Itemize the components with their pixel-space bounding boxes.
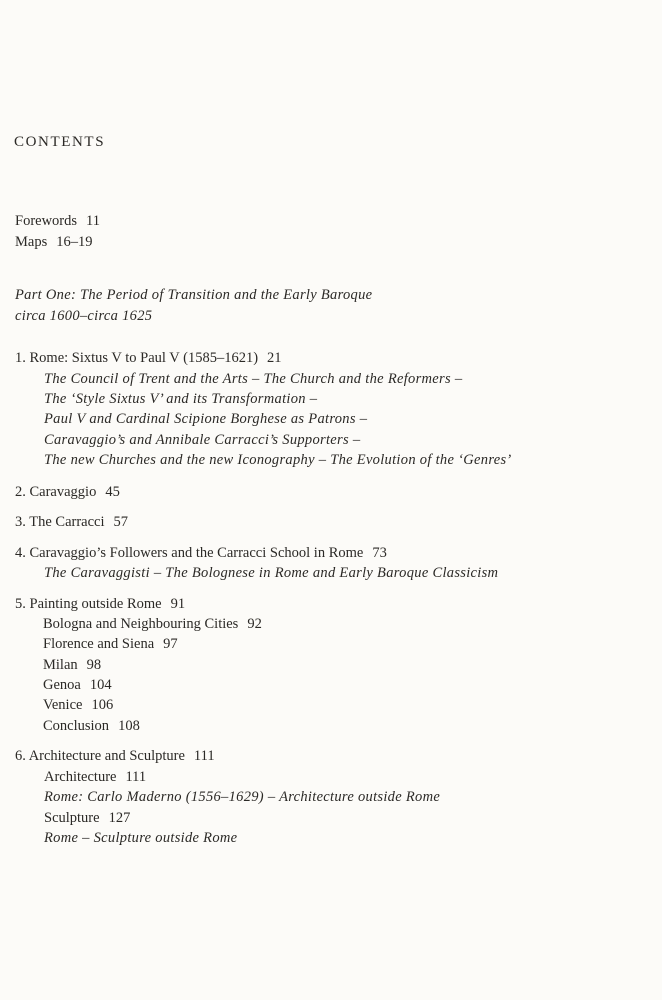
subentry-label: Sculpture (44, 810, 100, 826)
page-number: 91 (170, 596, 186, 612)
page-number: 98 (86, 657, 102, 673)
chapter-subtopic: Rome – Sculpture outside Rome (44, 830, 238, 846)
entry-label: Forewords (15, 213, 78, 229)
chapter-subtopic: Rome: Carlo Maderno (1556–1629) – Architecture outside Rome (44, 789, 441, 805)
part-title: Part One: The Period of Transition and the Early Baroque (15, 287, 373, 303)
toc-entry-maps (15, 232, 92, 252)
toc-chapter-1 (15, 348, 282, 368)
subentry-label: Venice (43, 697, 83, 713)
subentry-label: Genoa (43, 677, 81, 693)
chapter-label: 5. Painting outside Rome (15, 596, 162, 612)
toc-subentry (43, 655, 101, 675)
page-number: 45 (105, 484, 120, 500)
toc-chapter-5 (15, 594, 185, 614)
chapter-subtopic: Caravaggio’s and Annibale Carracci’s Supporters – (44, 432, 361, 448)
subentry-label: Bologna and Neighbouring Cities (43, 616, 239, 632)
page-number: 97 (163, 636, 178, 652)
toc-subentry (44, 808, 130, 828)
page-number: 57 (113, 514, 129, 530)
page-number: 16–19 (56, 234, 93, 250)
toc-entry-forewords (15, 211, 100, 231)
toc-subentry (43, 634, 178, 654)
page-number: 108 (118, 718, 140, 734)
page-number: 21 (267, 350, 282, 366)
toc-chapter-6 (15, 746, 215, 766)
chapter-subtopic: The new Churches and the new Iconography – The Evolution of the ‘Genres’ (44, 452, 512, 468)
toc-subentry (43, 614, 262, 634)
chapter-subtopic: The Caravaggisti – The Bolognese in Rome and Early Baroque Classicism (44, 565, 499, 581)
page-number: 127 (108, 810, 131, 826)
chapter-subtopic: Paul V and Cardinal Scipione Borghese as Patrons – (44, 411, 368, 427)
subentry-label: Conclusion (43, 718, 110, 734)
toc-subentry (43, 695, 113, 715)
toc-subentry (44, 767, 146, 787)
toc-subentry (43, 716, 140, 736)
chapter-label: 2. Caravaggio (15, 484, 97, 500)
entry-label: Maps (15, 234, 48, 250)
page-number: 111 (193, 748, 215, 764)
page-number: 111 (125, 769, 147, 785)
page-number: 92 (247, 616, 262, 632)
toc-chapter-3 (15, 512, 128, 532)
subentry-label: Milan (43, 657, 78, 673)
contents-heading: CONTENTS (14, 134, 106, 150)
part-dates: circa 1600–circa 1625 (15, 308, 153, 324)
subentry-label: Florence and Siena (43, 636, 155, 652)
chapter-subtopic: The ‘Style Sixtus V’ and its Transformation – (44, 391, 318, 407)
chapter-label: 6. Architecture and Sculpture (15, 748, 185, 764)
chapter-label: 4. Caravaggio’s Followers and the Carracci School in Rome (15, 545, 364, 561)
page-number: 104 (89, 677, 112, 693)
page-number: 106 (91, 697, 114, 713)
chapter-subtopic: The Council of Trent and the Arts – The Church and the Reformers – (44, 371, 463, 387)
toc-chapter-2 (15, 482, 120, 502)
subentry-label: Architecture (44, 769, 117, 785)
toc-subentry (43, 675, 112, 695)
chapter-label: 1. Rome: Sixtus V to Paul V (1585–1621) (15, 350, 259, 366)
chapter-label: 3. The Carracci (15, 514, 105, 530)
toc-chapter-4 (15, 543, 387, 563)
page-number: 73 (372, 545, 387, 561)
page-number: 11 (86, 213, 100, 229)
